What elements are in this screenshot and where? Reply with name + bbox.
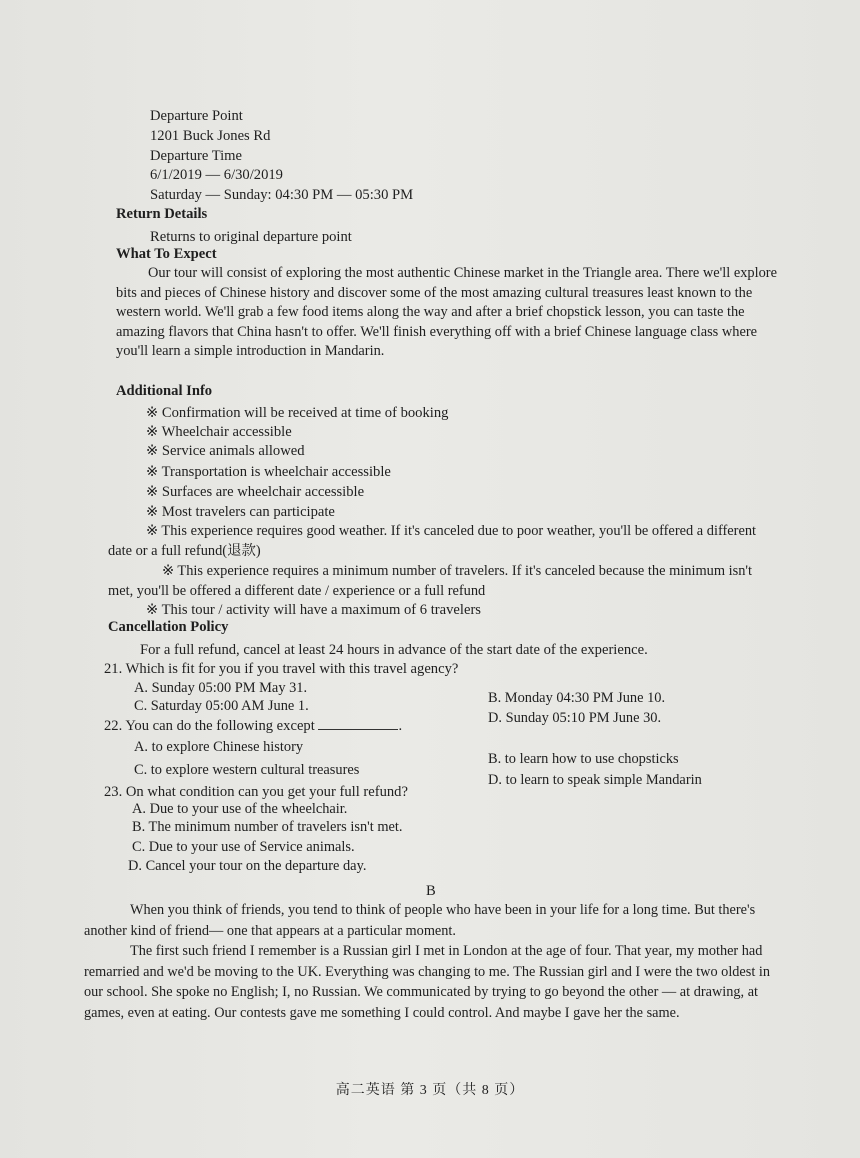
question-23-option-b: B. The minimum number of travelers isn't met. xyxy=(132,819,403,835)
passage-b-label: B xyxy=(426,883,436,899)
question-22-option-c: C. to explore western cultural treasures xyxy=(134,762,360,778)
passage-b-paragraph-2: The first such friend I remember is a Russian girl I met in London at the age of four. That year, my mother had remarried and we'd be moving to the UK. Everything was changing to me. The Russian girl and I were the two oldest in our school. She spoke no English; I, no Russian. We communicated by trying to go beyond the other — at drawing, at games, even at eating. Our contests gave me something I could control. And maybe I gave her the same. xyxy=(84,943,771,1021)
info-item: ※ Transportation is wheelchair accessible xyxy=(146,464,391,480)
what-to-expect-paragraph xyxy=(116,264,781,362)
question-23-stem: 23. On what condition can you get your full refund? xyxy=(104,784,408,800)
info-item: ※ This tour / activity will have a maximum of 6 travelers xyxy=(146,602,481,618)
reference-mark-icon: ※ xyxy=(146,405,159,421)
info-item-minimum: ※ This experience requires a minimum number of travelers. If it's canceled because the minimum isn't met, you'll be offered a different date / experience or a full refund xyxy=(108,563,753,599)
question-21-option-b: B. Monday 04:30 PM June 10. xyxy=(488,690,666,706)
question-22-stem: 22. You can do the following except . xyxy=(104,718,403,734)
cancellation-policy-heading: Cancellation Policy xyxy=(108,619,229,635)
departure-dates: 6/1/2019 — 6/30/2019 xyxy=(150,167,283,183)
question-21-stem: 21. Which is fit for you if you travel with this travel agency? xyxy=(104,661,459,677)
info-item: ※ Service animals allowed xyxy=(146,443,305,459)
return-details-heading: Return Details xyxy=(116,206,208,222)
question-23-option-d: D. Cancel your tour on the departure day. xyxy=(128,858,367,874)
reference-mark-icon: ※ xyxy=(146,484,159,500)
question-22-option-b: B. to learn how to use chopsticks xyxy=(488,751,679,767)
question-21-option-a: A. Sunday 05:00 PM May 31. xyxy=(134,680,308,696)
departure-point-value: 1201 Buck Jones Rd xyxy=(150,128,271,144)
question-22-option-d: D. to learn to speak simple Mandarin xyxy=(488,772,702,788)
answer-blank xyxy=(318,717,398,730)
reference-mark-icon: ※ xyxy=(146,464,159,480)
reference-mark-icon: ※ xyxy=(146,504,159,520)
reference-mark-icon: ※ xyxy=(162,563,175,579)
info-item: ※ Most travelers can participate xyxy=(146,504,335,520)
info-item-weather: ※ This experience requires good weather. If it's canceled due to poor weather, you'll be offered a different date or a full refund(退款) xyxy=(108,523,757,559)
reference-mark-icon: ※ xyxy=(146,523,159,539)
info-item: ※ Wheelchair accessible xyxy=(146,424,292,440)
cancellation-policy-text: For a full refund, cancel at least 24 hours in advance of the start date of the experience. xyxy=(140,642,648,658)
question-21-option-d: D. Sunday 05:10 PM June 30. xyxy=(488,710,662,726)
question-21-option-c: C. Saturday 05:00 AM June 1. xyxy=(134,698,309,714)
departure-hours: Saturday — Sunday: 04:30 PM — 05:30 PM xyxy=(150,187,414,203)
what-to-expect-text: Our tour will consist of exploring the most authentic Chinese market in the Triangle area. There we'll explore bits and pieces of Chinese history and discover some of the most amazing cultural treasures least known to the western world. We'll grab a few food items along the way and after a brief chopstick lesson, you can taste the amazing flavors that China hasn't to offer. We'll finish everything off with a brief Chinese language class where you'll learn a simple introduction in Mandarin. xyxy=(116,265,777,360)
departure-time-label: Departure Time xyxy=(150,148,243,164)
page-footer: 高二英语 第 3 页（共 8 页） xyxy=(335,1083,525,1098)
info-item: ※ Confirmation will be received at time of booking xyxy=(146,405,449,421)
reference-mark-icon: ※ xyxy=(146,424,159,440)
info-item: ※ Surfaces are wheelchair accessible xyxy=(146,484,365,500)
return-details-text: Returns to original departure point xyxy=(150,229,352,245)
reference-mark-icon: ※ xyxy=(146,443,159,459)
question-23-option-c: C. Due to your use of Service animals. xyxy=(132,839,355,855)
question-23-option-a: A. Due to your use of the wheelchair. xyxy=(132,801,348,817)
additional-info-heading: Additional Info xyxy=(116,383,213,399)
question-22-option-a: A. to explore Chinese history xyxy=(134,739,304,755)
what-to-expect-heading: What To Expect xyxy=(116,246,217,262)
passage-b-paragraph-1: When you think of friends, you tend to think of people who have been in your life for a long time. But there's another kind of friend— one that appears at a particular moment. xyxy=(84,902,756,939)
departure-point-label: Departure Point xyxy=(150,108,243,124)
reference-mark-icon: ※ xyxy=(146,602,159,618)
passage-b-body xyxy=(84,900,774,1023)
